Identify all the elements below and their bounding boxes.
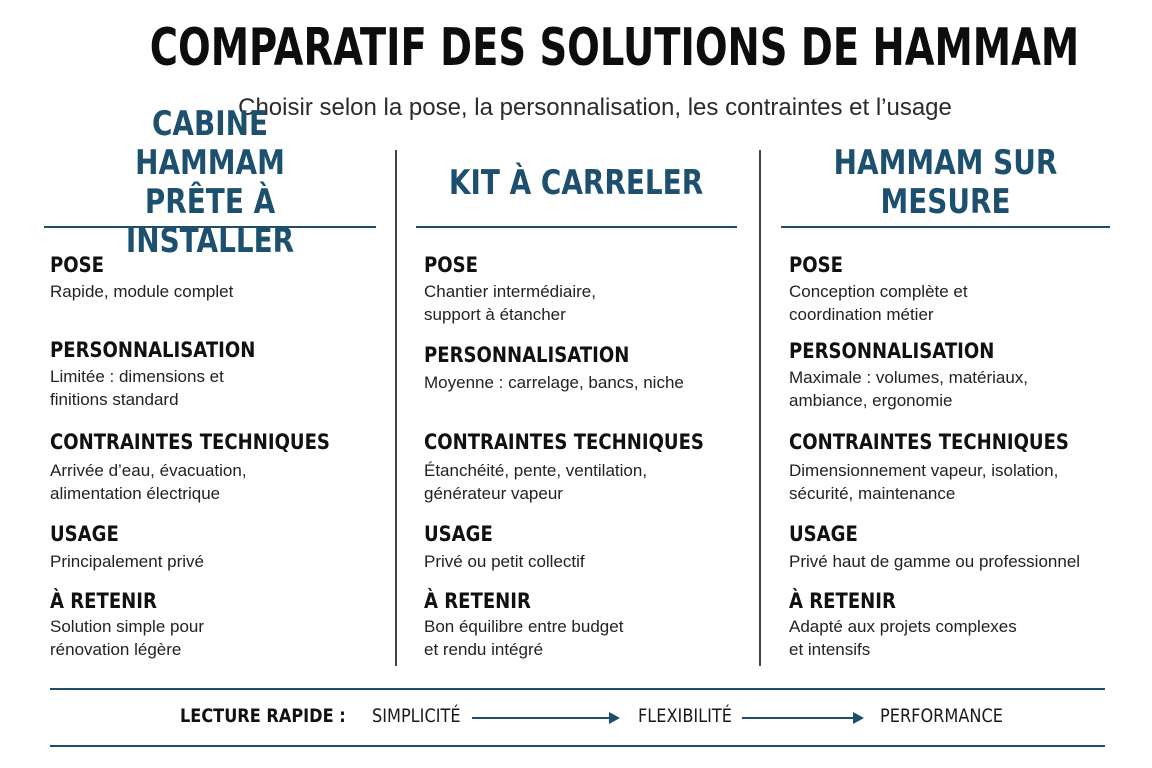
- column-header: [44, 104, 376, 261]
- section-label-retenir: À RETENIR: [424, 589, 531, 613]
- quick-read-label: LECTURE RAPIDE :: [180, 705, 346, 727]
- column-heading: KIT À CARRELER: [449, 162, 704, 203]
- section-label-pose: POSE: [50, 253, 104, 277]
- section-text-usage: Privé ou petit collectif: [424, 552, 585, 571]
- column-divider: [395, 150, 397, 666]
- column-heading: CABINE HAMMAM PRÊTE À INSTALLER: [125, 104, 295, 261]
- section-label-pose: POSE: [424, 253, 478, 277]
- section-text-contraintes: Dimensionnement vapeur, isolation, sécurité, maintenance: [789, 461, 1059, 503]
- column-sur-mesure: [781, 140, 1110, 228]
- section-label-usage: USAGE: [50, 522, 119, 546]
- section-text-pose: Conception complète et coordination métier: [789, 282, 968, 324]
- section-text-retenir: Solution simple pour rénovation légère: [50, 617, 205, 659]
- section-label-retenir: À RETENIR: [789, 589, 896, 613]
- quick-read-step-performance: PERFORMANCE: [880, 705, 1003, 727]
- section-label-retenir: À RETENIR: [50, 589, 157, 613]
- section-text-personnalisation: Maximale : volumes, matériaux, ambiance, ergonomie: [789, 368, 1029, 410]
- column-header: [781, 140, 1110, 228]
- section-text-retenir: Adapté aux projets complexes et intensifs: [789, 617, 1017, 659]
- footer-rule-bottom: [50, 745, 1105, 747]
- section-text-usage: Privé haut de gamme ou professionnel: [789, 552, 1081, 571]
- section-label-usage: USAGE: [789, 522, 858, 546]
- section-label-contraintes: CONTRAINTES TECHNIQUES: [789, 430, 1069, 454]
- section-label-contraintes: CONTRAINTES TECHNIQUES: [424, 430, 704, 454]
- section-text-pose: Chantier intermédiaire, support à étancher: [424, 282, 596, 324]
- section-text-pose: Rapide, module complet: [50, 282, 234, 301]
- column-header: [416, 140, 737, 228]
- section-label-personnalisation: PERSONNALISATION: [424, 343, 630, 367]
- footer-rule-top: [50, 688, 1105, 690]
- section-text-retenir: Bon équilibre entre budget et rendu intégré: [424, 617, 624, 659]
- column-heading: HAMMAM SUR MESURE: [833, 143, 1058, 222]
- column-divider: [759, 150, 761, 666]
- page-title: COMPARATIF DES SOLUTIONS DE HAMMAM: [149, 18, 1080, 78]
- arrow-right-icon: [472, 717, 618, 719]
- section-label-usage: USAGE: [424, 522, 493, 546]
- section-text-contraintes: Arrivée d’eau, évacuation, alimentation électrique: [50, 461, 247, 503]
- column-kit: [416, 140, 737, 228]
- section-label-personnalisation: PERSONNALISATION: [789, 339, 995, 363]
- section-text-usage: Principalement privé: [50, 552, 205, 571]
- section-text-contraintes: Étanchéité, pente, ventilation, générateur vapeur: [424, 461, 648, 503]
- arrow-right-icon: [742, 717, 862, 719]
- section-label-personnalisation: PERSONNALISATION: [50, 338, 256, 362]
- section-label-pose: POSE: [789, 253, 843, 277]
- quick-read-step-flexibilite: FLEXIBILITÉ: [638, 705, 732, 727]
- column-cabine: [44, 104, 376, 261]
- quick-read-step-simplicite: SIMPLICITÉ: [372, 705, 461, 727]
- page-subtitle: Choisir selon la pose, la personnalisation, les contraintes et l’usage: [238, 94, 952, 121]
- section-label-contraintes: CONTRAINTES TECHNIQUES: [50, 430, 330, 454]
- section-text-personnalisation: Limitée : dimensions et finitions standard: [50, 367, 224, 409]
- section-text-personnalisation: Moyenne : carrelage, bancs, niche: [424, 373, 684, 392]
